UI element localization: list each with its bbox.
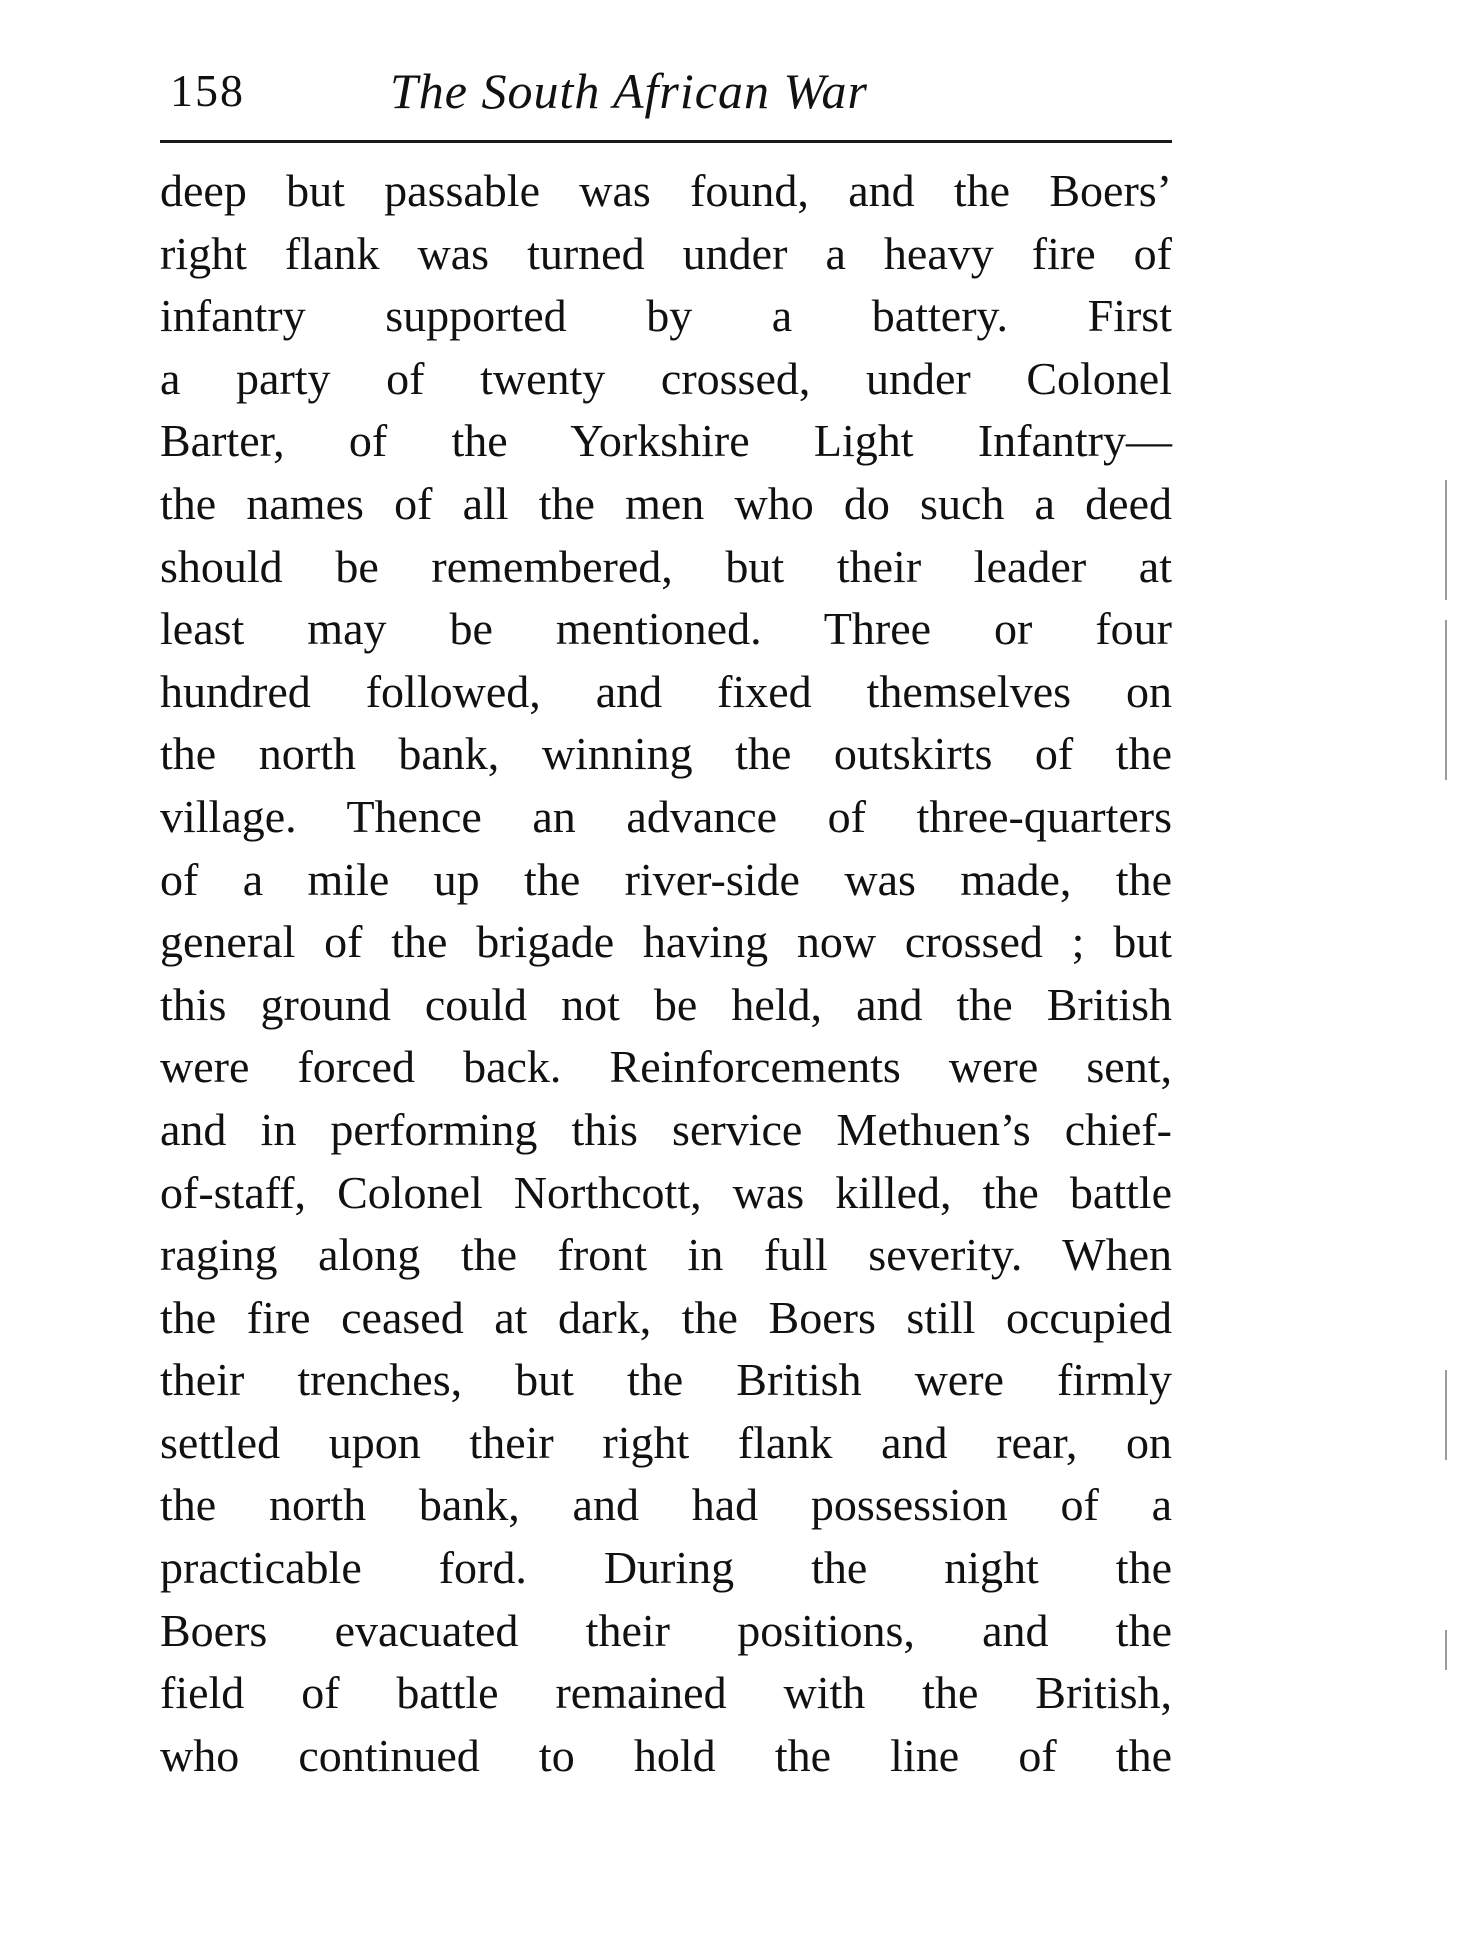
text-line: were forced back. Reinforcements were sent,: [160, 1041, 1172, 1093]
text-line: least may be mentioned. Three or four: [160, 603, 1172, 655]
text-line: their trenches, but the British were firmly: [160, 1354, 1172, 1406]
text-line: general of the brigade having now crossed ; but: [160, 916, 1172, 968]
text-line: settled upon their right flank and rear, on: [160, 1416, 1172, 1468]
text-line: the north bank, winning the outskirts of the: [160, 728, 1172, 780]
text-line: right flank was turned under a heavy fire of: [160, 227, 1172, 279]
text-line: village. Thence an advance of three-quarters: [160, 790, 1172, 842]
header-rule: [160, 140, 1172, 143]
text-line: Boers evacuated their positions, and the: [160, 1604, 1172, 1656]
text-line: who continued to hold the line of the: [160, 1729, 1172, 1781]
text-line: hundred followed, and fixed themselves on: [160, 665, 1172, 717]
text-line: a party of twenty crossed, under Colonel: [160, 352, 1172, 404]
text-line: infantry supported by a battery. First: [160, 290, 1172, 342]
text-line: the names of all the men who do such a deed: [160, 477, 1172, 529]
text-line: of a mile up the river-side was made, the: [160, 853, 1172, 905]
text-line: raging along the front in full severity. When: [160, 1229, 1172, 1281]
text-line: the fire ceased at dark, the Boers still occupied: [160, 1291, 1172, 1343]
scan-margin-mark: [1445, 480, 1447, 600]
text-line: and in performing this service Methuen’s chief-: [160, 1103, 1172, 1155]
page-header: [160, 60, 1172, 130]
body-text: [160, 160, 1172, 1787]
text-line: deep but passable was found, and the Boers’: [160, 165, 1172, 216]
running-title: The South African War: [390, 63, 868, 119]
text-line: the north bank, and had possession of a: [160, 1479, 1172, 1531]
scan-margin-mark: [1445, 1370, 1447, 1460]
scan-margin-mark: [1445, 1630, 1447, 1670]
text-line: of-staff, Colonel Northcott, was killed, the battle: [160, 1166, 1172, 1218]
text-line: should be remembered, but their leader at: [160, 540, 1172, 592]
text-line: practicable ford. During the night the: [160, 1542, 1172, 1594]
text-line: Barter, of the Yorkshire Light Infantry—: [160, 415, 1172, 467]
text-line: this ground could not be held, and the British: [160, 978, 1172, 1030]
scan-margin-mark: [1445, 620, 1447, 780]
page-number: 158: [170, 65, 245, 116]
text-line: field of battle remained with the British,: [160, 1667, 1172, 1719]
